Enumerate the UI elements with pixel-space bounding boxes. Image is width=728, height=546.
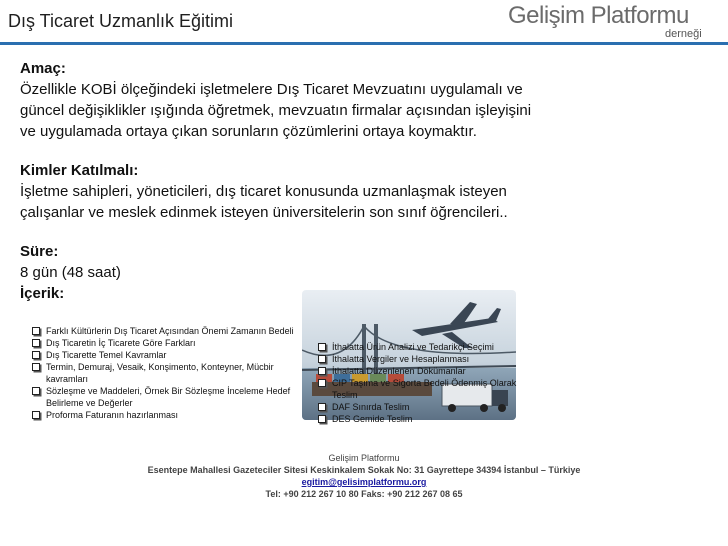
sure-label: Süre: [20, 243, 59, 260]
checkbox-bullet-icon [32, 411, 40, 419]
list-item: Dış Ticaretin İç Ticarete Göre Farkları [32, 337, 300, 349]
topics-left-list [32, 325, 300, 421]
footer-address: Esentepe Mahallesi Gazeteciler Sitesi Keskinkalem Sokak No: 31 Gayrettepe 34394 İstanbul – Türkiye [147, 465, 581, 475]
checkbox-bullet-icon [318, 367, 326, 375]
kimler-line: İşletme sahipleri, yöneticileri, dış ticaret konusunda uzmanlaşmak isteyen [20, 183, 507, 200]
topics-right-list [318, 341, 518, 425]
list-item: İthalatta Vergiler ve Hesaplanması [318, 353, 518, 365]
list-item: Proforma Faturanın hazırlanması [32, 409, 300, 421]
amac-line: ve uygulamada ortaya çıkan sorunların çözümlerini ortaya koymaktır. [20, 123, 477, 140]
header [0, 0, 728, 44]
list-item: Dış Ticarette Temel Kavramlar [32, 349, 300, 361]
checkbox-bullet-icon [318, 403, 326, 411]
list-item: İthalatta Ürün Analizi ve Tedarikçi Seçimi [318, 341, 518, 353]
list-item: CIP Taşıma ve Sigorta Bedeli Ödenmiş Olarak Teslim [318, 377, 518, 401]
logo-name: Gelişim Platformu [508, 2, 689, 29]
checkbox-bullet-icon [32, 327, 40, 335]
checkbox-bullet-icon [32, 363, 40, 371]
sure-value: 8 gün (48 saat) [20, 264, 121, 281]
footer-org: Gelişim Platformu [328, 453, 400, 463]
checkbox-bullet-icon [32, 387, 40, 395]
logo [500, 0, 725, 42]
checkbox-bullet-icon [318, 343, 326, 351]
kimler-line: çalışanlar ve meslek edinmek isteyen üniversitelerin son sınıf öğrencileri.. [20, 204, 508, 221]
amac-line: güncel değişiklikler ışığında öğretmek, mevzuatın firmalar açısından işleyişini [20, 102, 532, 119]
list-item: Farklı Kültürlerin Dış Ticaret Açısından Önemi Zamanın Bedeli [32, 325, 300, 337]
checkbox-bullet-icon [32, 351, 40, 359]
list-item: Sözleşme ve Maddeleri, Örnek Bir Sözleşme İnceleme Hedef Belirleme ve Değerler [32, 385, 300, 409]
amac-line: Özellikle KOBİ ölçeğindeki işletmelere Dış Ticaret Mevzuatını uygulamalı ve [20, 81, 523, 98]
main-content [20, 58, 620, 304]
checkbox-bullet-icon [318, 355, 326, 363]
list-item: DES Gemide Teslim [318, 413, 518, 425]
kimler-label: Kimler Katılmalı: [20, 162, 139, 179]
checkbox-bullet-icon [318, 379, 326, 387]
checkbox-bullet-icon [32, 339, 40, 347]
page-title: Dış Ticaret Uzmanlık Eğitimi [8, 11, 234, 31]
list-item: Termin, Demuraj, Vesaik, Konşimento, Konteyner, Mücbir kavramları [32, 361, 300, 385]
list-item: DAF Sınırda Teslim [318, 401, 518, 413]
email-link[interactable]: egitim@gelisimplatformu.org [301, 477, 427, 487]
footer [0, 452, 728, 500]
icerik-label: İçerik: [20, 285, 65, 302]
checkbox-bullet-icon [318, 415, 326, 423]
header-rule [0, 42, 728, 45]
list-item: İthalatta Düzenlenen Dökümanlar [318, 365, 518, 377]
logo-subtitle: derneği [665, 28, 702, 40]
amac-label: Amaç: [20, 60, 66, 77]
footer-contact: Tel: +90 212 267 10 80 Faks: +90 212 267 08 65 [265, 489, 463, 499]
